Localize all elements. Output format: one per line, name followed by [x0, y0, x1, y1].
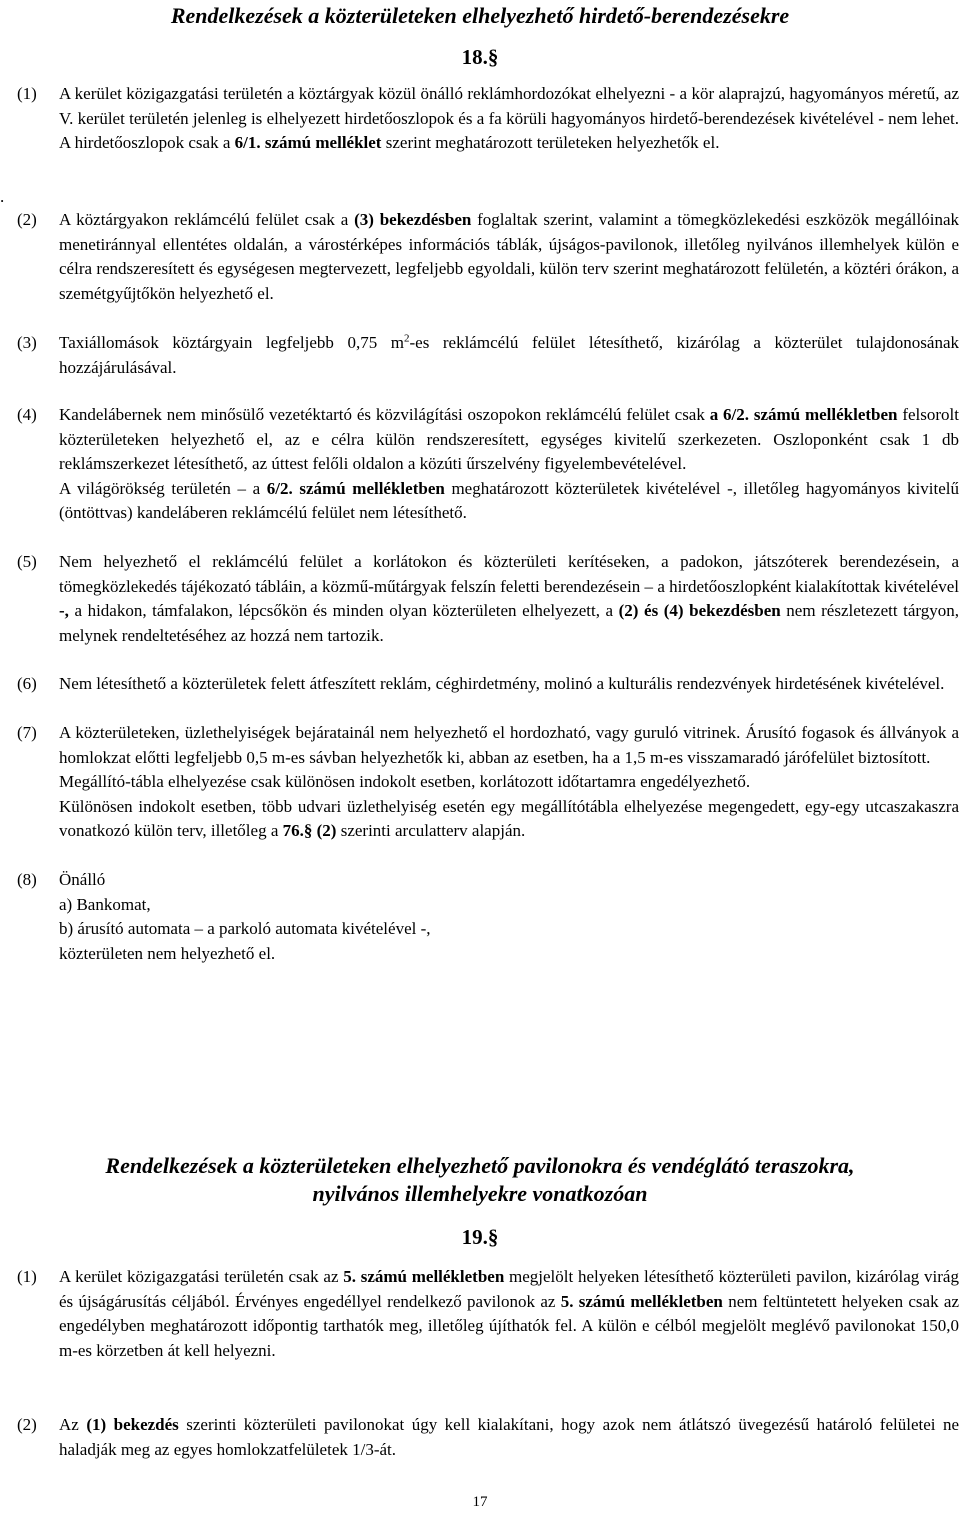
- paragraph-text: Kandelábernek nem minősülő vezetéktartó és közvilágítási oszopokon reklámcélú felület csak: [59, 405, 710, 424]
- paragraph-number: (5): [17, 552, 37, 571]
- paragraph-19-2: [17, 1413, 959, 1462]
- paragraph-text: foglaltak szerint, valamint a tömegközlekedési eszközök megállóinak menetiránnyal ellentétes oldalán, a várostérképes információs táblák, újságos-pavilonok, illetőleg nyilvános illemhelyek külön e célra rendszeresített és egységesen megtervezett, legfeljebb egyoldali, külön terv szerint meghatározott felületén, a köztéri órákon, a szemétgyűjtőkön helyezhető el.: [59, 210, 959, 303]
- bold-reference: 5. számú mellékletben: [343, 1267, 505, 1286]
- paragraph-text: Az: [59, 1415, 87, 1434]
- paragraph-text: A világörökség területén – a: [59, 478, 267, 498]
- paragraph-text: Önálló: [59, 870, 106, 889]
- bold-reference: a 6/2. számú mellékletben: [709, 405, 898, 424]
- paragraph-19-1: [17, 1265, 959, 1363]
- paragraph-text: közterületen nem helyezhető el.: [59, 943, 276, 963]
- paragraph-18-8: [17, 868, 959, 966]
- paragraph-text: meghatározott közterületek kivételével -, illetőleg hagyományos kivitelű (öntöttvas) kandeláberen reklámcélú felület nem létesíthető.: [59, 478, 959, 523]
- paragraph-text: Nem helyezhető el reklámcélú felület a korlátokon és közterületi kerítéseken, a padokon, játszóterek berendezésein, a tömegközlekedés tájékozató tábláin, a közmű-műtárgyak felszín feletti berendezésein – a hirdetőoszlopként kialakítottak kivételével: [59, 552, 959, 596]
- paragraph-text: megjelölt helyeken létesíthető közterületi pavilon, kizárólag virág és újságárusítás céljából. Érvényes engedéllyel rendelkező pavilonok az: [59, 1267, 959, 1311]
- section-18-heading: Rendelkezések a közterületeken elhelyezhető hirdető-berendezésekre: [170, 3, 790, 28]
- paragraph-18-3: [17, 331, 959, 380]
- paragraph-text: A közterületeken, üzlethelyiségek bejáratainál nem helyezhető el hordozható, vagy guruló vitrinek. Árusító fogasok és állványok a homlokzat előtti legfeljebb 0,5 m-es sávban helyezhetők ki, abban az esetben, ha a 1,5 m-es visszamaradó járófelület biztosított.: [59, 723, 959, 767]
- paragraph-number: (3): [17, 333, 37, 352]
- bold-reference: 6/2. számú mellékletben: [266, 478, 445, 498]
- bold-reference: -,: [59, 601, 69, 621]
- paragraph-text: Taxiállomások köztárgyain legfeljebb 0,75 m: [59, 333, 404, 352]
- paragraph-number: (6): [17, 674, 37, 693]
- list-item-a: a) Bankomat,: [59, 894, 151, 914]
- paragraph-number: (2): [17, 1415, 37, 1434]
- paragraph-18-1: [17, 82, 959, 156]
- bold-reference: (2) és (4) bekezdésben: [618, 601, 781, 621]
- paragraph-text: Nem létesíthető a közterületek felett átfeszített reklám, céghirdetmény, molinó a kulturális rendezvények hirdetésének kivételével.: [59, 674, 945, 693]
- heading-line: Rendelkezések a közterületeken elhelyezhető pavilonokra és vendéglátó teraszokra,: [105, 1153, 855, 1178]
- superscript: 2: [403, 332, 410, 345]
- paragraph-number: (7): [17, 723, 37, 742]
- paragraph-number: (1): [17, 84, 37, 103]
- paragraph-18-7: [17, 721, 959, 844]
- paragraph-text: Megállító-tábla elhelyezése csak különösen indokolt esetben, korlátozott időtartamra engedélyezhető.: [59, 772, 751, 792]
- paragraph-text: nem feltüntetett helyeken csak az engedélyben meghatározott időpontig tarthatók meg, illetőleg újíthatók fel. A külön e célból megjelölt meglévő pavilonokat 150,0 m-es körzetben át kell helyezni.: [59, 1291, 959, 1360]
- heading-line: nyilvános illemhelyekre vonatkozóan: [312, 1181, 648, 1206]
- bold-reference: 76.§ (2): [282, 821, 337, 841]
- paragraph-number: (2): [17, 210, 37, 229]
- paragraph-number: (4): [17, 405, 37, 424]
- paragraph-text: nem részletezett tárgyon, melynek rendeltetéséhez az hozzá nem tartozik.: [59, 601, 960, 645]
- section-19-number: 19.§: [461, 1225, 499, 1249]
- list-item-b: b) árusító automata – a parkoló automata kivételével -,: [59, 919, 431, 939]
- page-number: 17: [472, 1494, 488, 1510]
- bold-reference: (3) bekezdésben: [354, 210, 472, 229]
- bold-reference: 6/1. számú melléklet: [234, 133, 382, 153]
- paragraph-text: -es reklámcélú felület létesíthető, kizárólag a közterület tulajdonosának hozzájárulásával.: [59, 333, 959, 377]
- paragraph-18-2: [17, 208, 959, 306]
- paragraph-text: A kerület közigazgatási területén csak az: [59, 1267, 344, 1286]
- paragraph-number: (1): [17, 1267, 37, 1286]
- paragraph-text: Különösen indokolt esetben, több udvari üzlethelyiség esetén egy megállítótábla elhelyezése megengedett, egy-egy utcaszakaszra vonatkozó külön terv, illetőleg a: [59, 796, 959, 841]
- paragraph-text: A kerület közigazgatási területén a köztárgyak közül önálló reklámhordozókat elhelyezni - a kör alaprajzú, hagyományos méretű, az V. kerület területén jelenleg is elhelyezett hirdetőoszlopok és a fa körüli hagyományos hirdető-berendezések kivételével - nem lehet. A hirdetőoszlopok csak a: [59, 84, 959, 153]
- bold-reference: (1) bekezdés: [86, 1415, 179, 1434]
- stray-mark: .: [0, 187, 5, 206]
- paragraph-text: szerinti arculatterv alapján.: [336, 821, 526, 841]
- paragraph-text: szerint meghatározott területeken helyezhetők el.: [381, 133, 720, 153]
- paragraph-text: felsorolt közterületeken helyezhető el, az e célra külön rendszeresített, egységes kivitelű szerkezeten. Oszloponként csak 1 db reklámszerkezet létesíthető, az úttest felőli oldalon a közúti űrszelvény figyelembevételével.: [59, 405, 959, 474]
- paragraph-18-4-body: [17, 403, 959, 526]
- paragraph-text: a hidakon, támfalakon, lépcsőkön és minden olyan közterületen elhelyezett, a: [68, 601, 619, 621]
- paragraph-number: (8): [17, 870, 37, 889]
- paragraph-18-6: [17, 672, 959, 697]
- paragraph-text: A köztárgyakon reklámcélú felület csak a: [59, 210, 355, 229]
- paragraph-text: szerinti közterületi pavilonokat úgy kell kialakítani, hogy azok nem átlátszó üvegezésű határoló felületei ne haladják meg az egyes homlokzatfelületek 1/3-át.: [59, 1415, 960, 1459]
- section-19-heading: [20, 1152, 940, 1208]
- paragraph-18-5: [17, 550, 959, 648]
- bold-reference: 5. számú mellékletben: [560, 1291, 723, 1311]
- section-18-number: 18.§: [461, 45, 499, 69]
